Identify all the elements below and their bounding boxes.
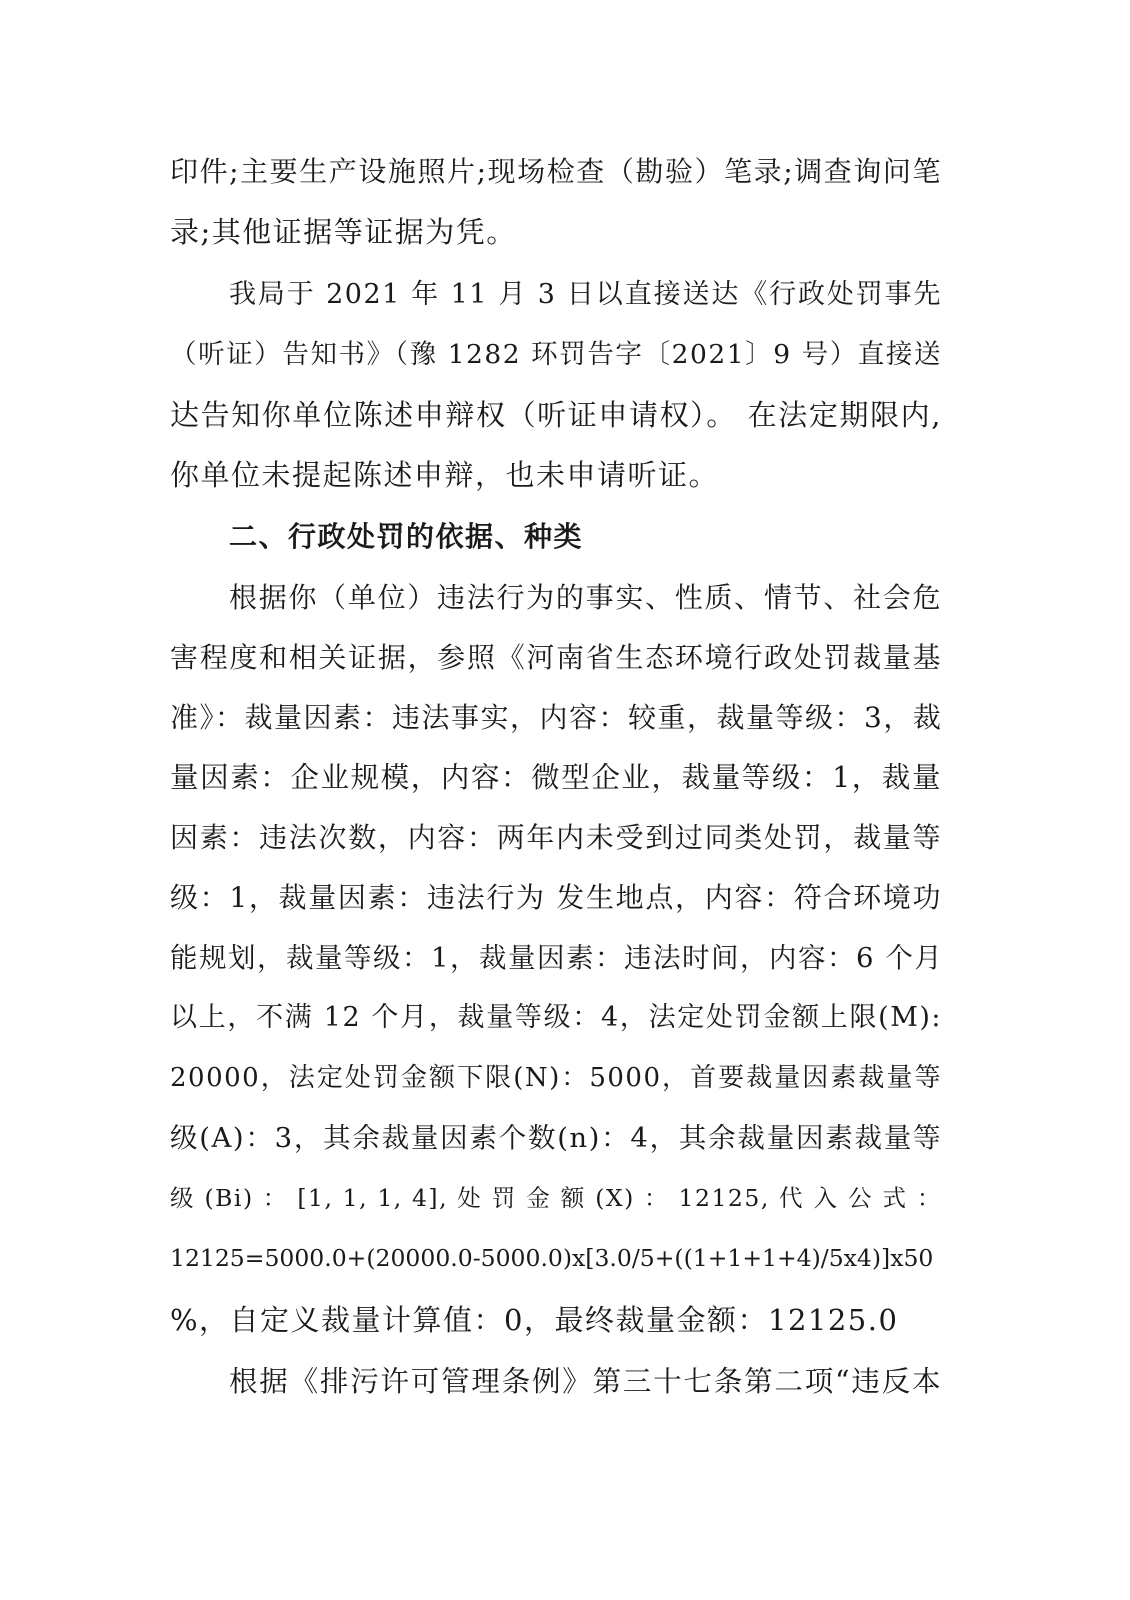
paragraph-line: 级 (Bi) ： [1, 1, 1, 4], 处 罚 金 额 (X) ： 12125, 代 入 公 式 ： [170, 1184, 942, 1212]
paragraph-line: 印件;主要生产设施照片;现场检查（勘验）笔录;调查询问笔 [170, 155, 942, 188]
paragraph-line: 录;其他证据等证据为凭。 [170, 215, 517, 249]
paragraph-line: 12125=5000.0+(20000.0-5000.0)x[3.0/5+((1+1+1+4)/5x4)]x50 [170, 1244, 934, 1272]
paragraph-line: 根据你（单位）违法行为的事实、性质、情节、社会危 [229, 581, 942, 614]
paragraph-line: 害程度和相关证据，参照《河南省生态环境行政处罚裁量基 [170, 641, 942, 674]
paragraph-line: 根据《排污许可管理条例》第三十七条第二项“违反本 [229, 1365, 942, 1398]
paragraph-line: 达告知你单位陈述申辩权（听证申请权）。 在法定期限内, [170, 398, 942, 432]
paragraph-line: 级(A)：3，其余裁量因素个数(n)：4，其余裁量因素裁量等 [170, 1122, 942, 1154]
paragraph-line: 你单位未提起陈述申辩，也未申请听证。 [170, 458, 720, 492]
paragraph-line: 以上，不满 12 个月，裁量等级：4，法定处罚金额上限(M): [170, 1002, 942, 1033]
section-heading: 二、行政处罚的依据、种类 [229, 520, 584, 553]
paragraph-line: 20000，法定处罚金额下限(N)：5000，首要裁量因素裁量等 [170, 1063, 942, 1093]
paragraph-line: 因素：违法次数，内容：两年内未受到过同类处罚，裁量等 [170, 821, 942, 854]
paragraph-line: 能规划，裁量等级：1，裁量因素：违法时间，内容：6 个月 [170, 942, 944, 974]
paragraph-line: （听证）告知书》（豫 1282 环罚告字〔2021〕9 号）直接送 [170, 339, 942, 370]
paragraph-line: 量因素：企业规模，内容：微型企业，裁量等级：1，裁量 [170, 761, 942, 794]
paragraph-line: 我局于 2021 年 11 月 3 日以直接送达《行政处罚事先 [229, 279, 942, 310]
paragraph-line: %，自定义裁量计算值：0，最终裁量金额：12125.0 [170, 1303, 899, 1337]
paragraph-line: 级：1，裁量因素：违法行为 发生地点，内容：符合环境功 [170, 881, 942, 914]
paragraph-line: 准》：裁量因素：违法事实，内容：较重，裁量等级：3，裁 [170, 701, 943, 734]
